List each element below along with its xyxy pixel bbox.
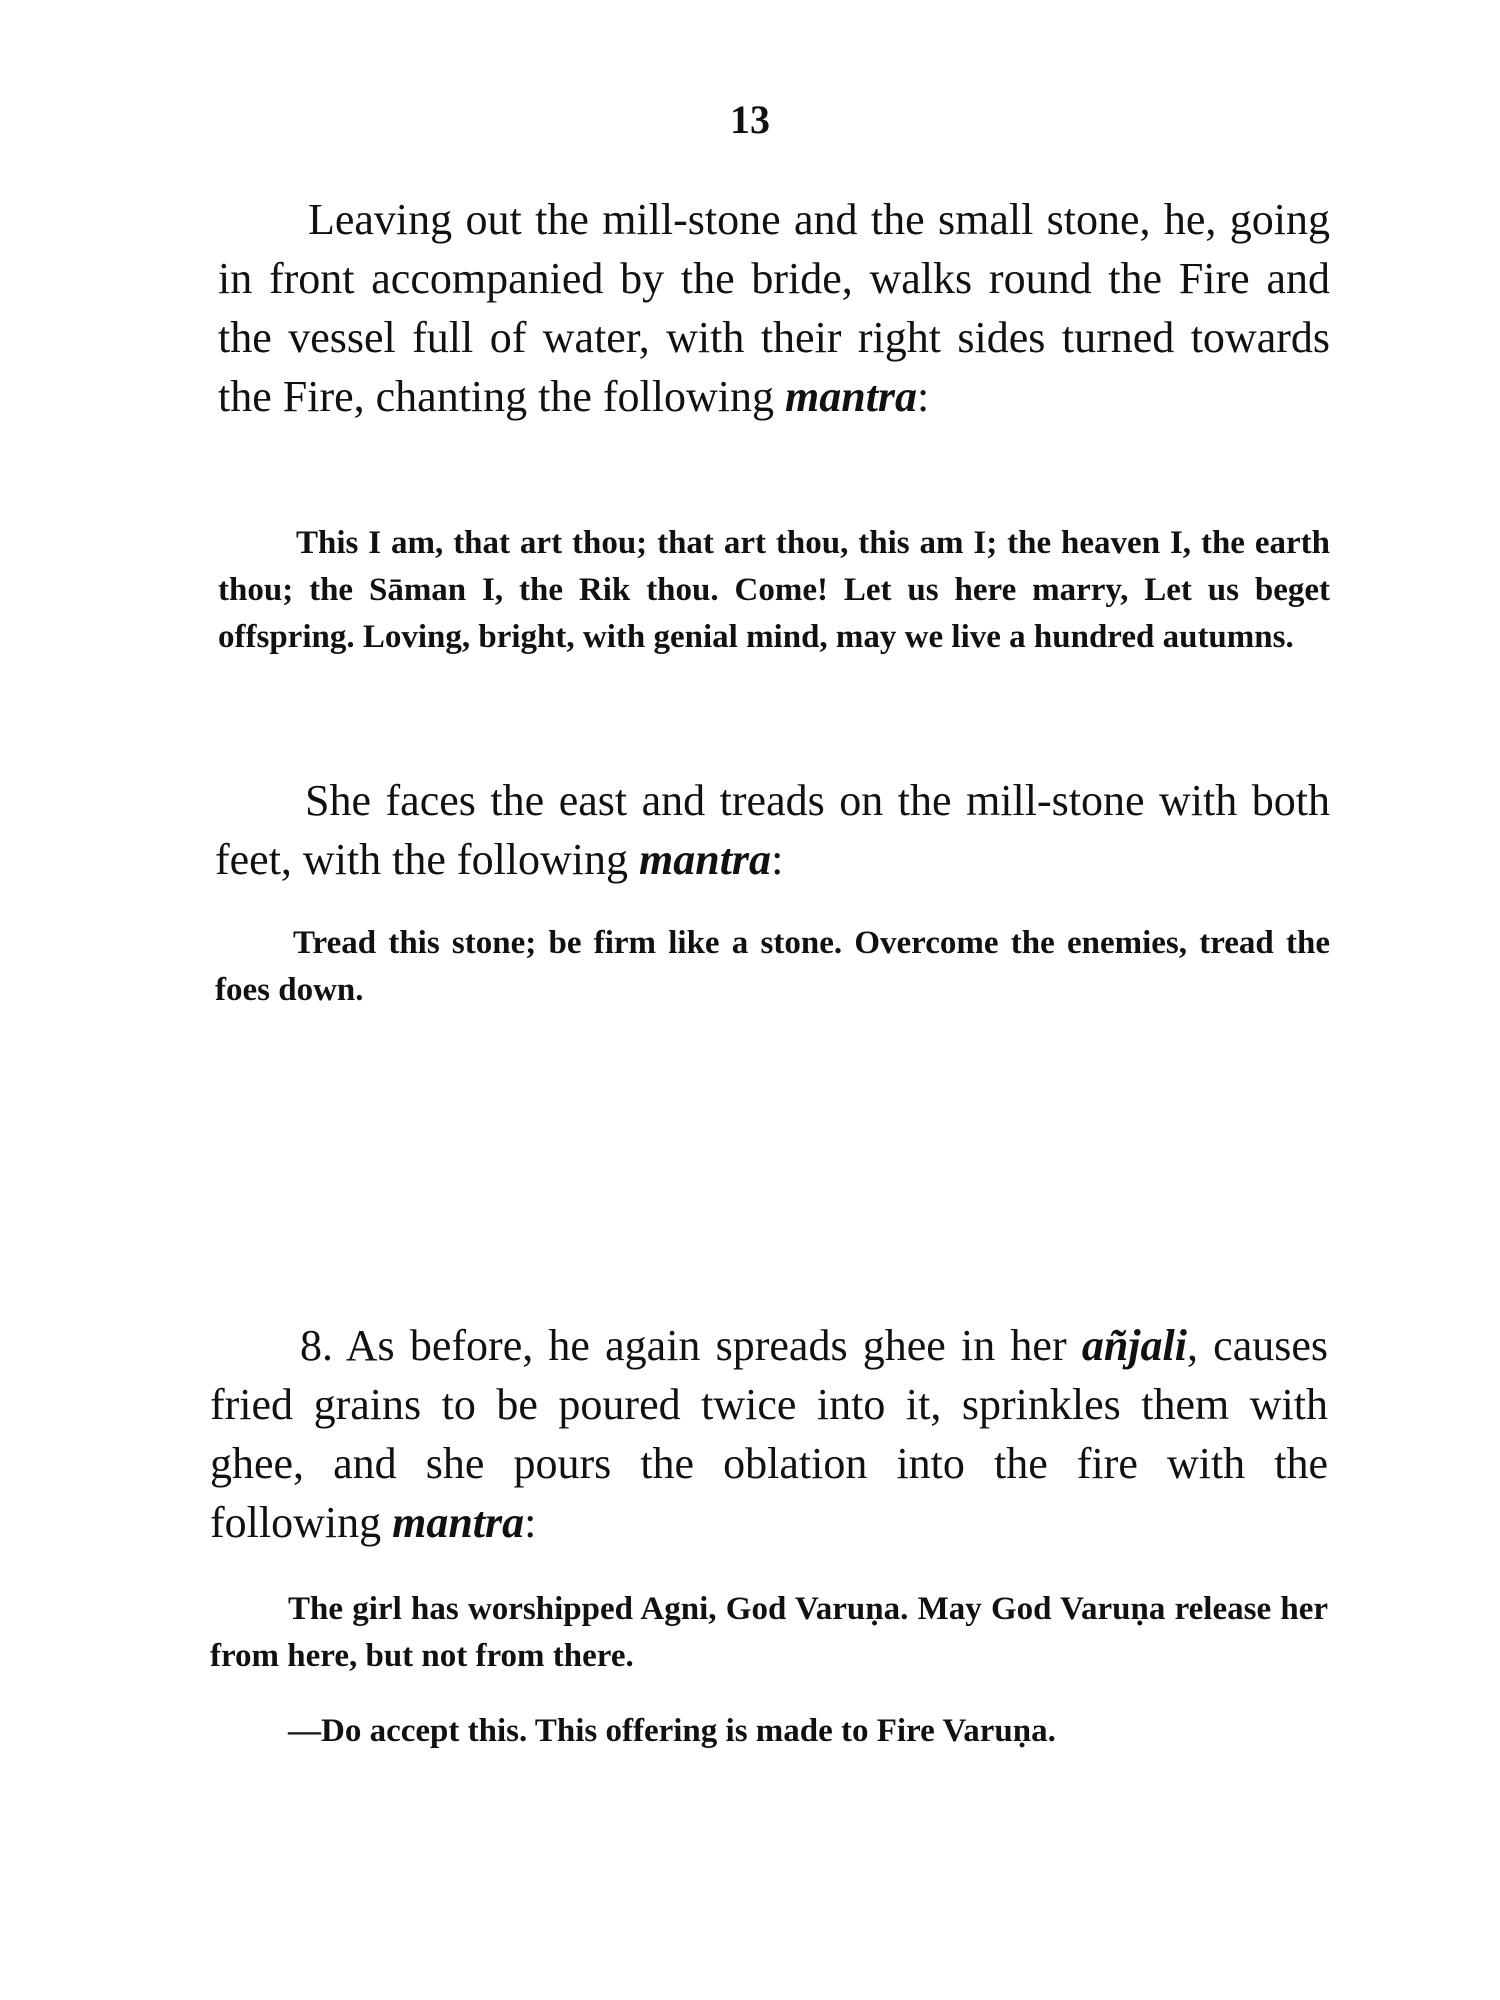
paragraph-circumambulation: [218, 190, 1330, 426]
paragraph-punctuation: :: [917, 372, 930, 421]
paragraph-text: Leaving out the mill-stone and the small stone, he, going in front accompanied by the bride, walks round the Fire and the vessel full of water, with their right sides turned towards the Fire, chanting the following: [218, 195, 1330, 421]
mantra-varuna-verse: [210, 1586, 1328, 1680]
mantra-term: mantra: [785, 372, 918, 421]
mantra-closing-text: —Do accept this. This offering is made to Fire Varuṇa.: [288, 1713, 1056, 1749]
mantra-term: mantra: [392, 1498, 525, 1547]
mantra-text: Tread this stone; be firm like a stone. Overcome the enemies, tread the foes down.: [215, 925, 1330, 1008]
mantra-text: This I am, that art thou; that art thou, this am I; the heaven I, the earth thou; the Sāman I, the Rik thou. Come! Let us here marry, Let us beget offspring. Loving, bright, with genial mind, may we live a hundred autumns.: [218, 525, 1330, 655]
paragraph-text: She faces the east and treads on the mill-stone with both feet, with the following: [215, 776, 1330, 884]
paragraph-text: , causes fried grains to be poured twice into it, sprinkles them with ghee, and she pours the oblation into the fire with the following: [210, 1321, 1328, 1547]
paragraph-treading-stone: [215, 771, 1330, 889]
page-number: 13: [730, 97, 770, 142]
paragraph-oblation: [210, 1316, 1328, 1552]
mantra-text: The girl has worshipped Agni, God Varuṇa. May God Varuṇa release her from here, but not from there.: [210, 1591, 1328, 1674]
mantra-closing-line: [288, 1708, 1328, 1755]
paragraph-punctuation: :: [771, 835, 784, 884]
anjali-term: añjali: [1081, 1321, 1187, 1370]
mantra-term: mantra: [639, 835, 772, 884]
paragraph-text: As before, he again spreads ghee in her: [333, 1321, 1082, 1370]
mantra-stone-verse: [215, 920, 1330, 1014]
paragraph-punctuation: :: [524, 1498, 537, 1547]
paragraph-number: 8.: [300, 1321, 333, 1370]
mantra-marriage-verse: [218, 520, 1330, 661]
